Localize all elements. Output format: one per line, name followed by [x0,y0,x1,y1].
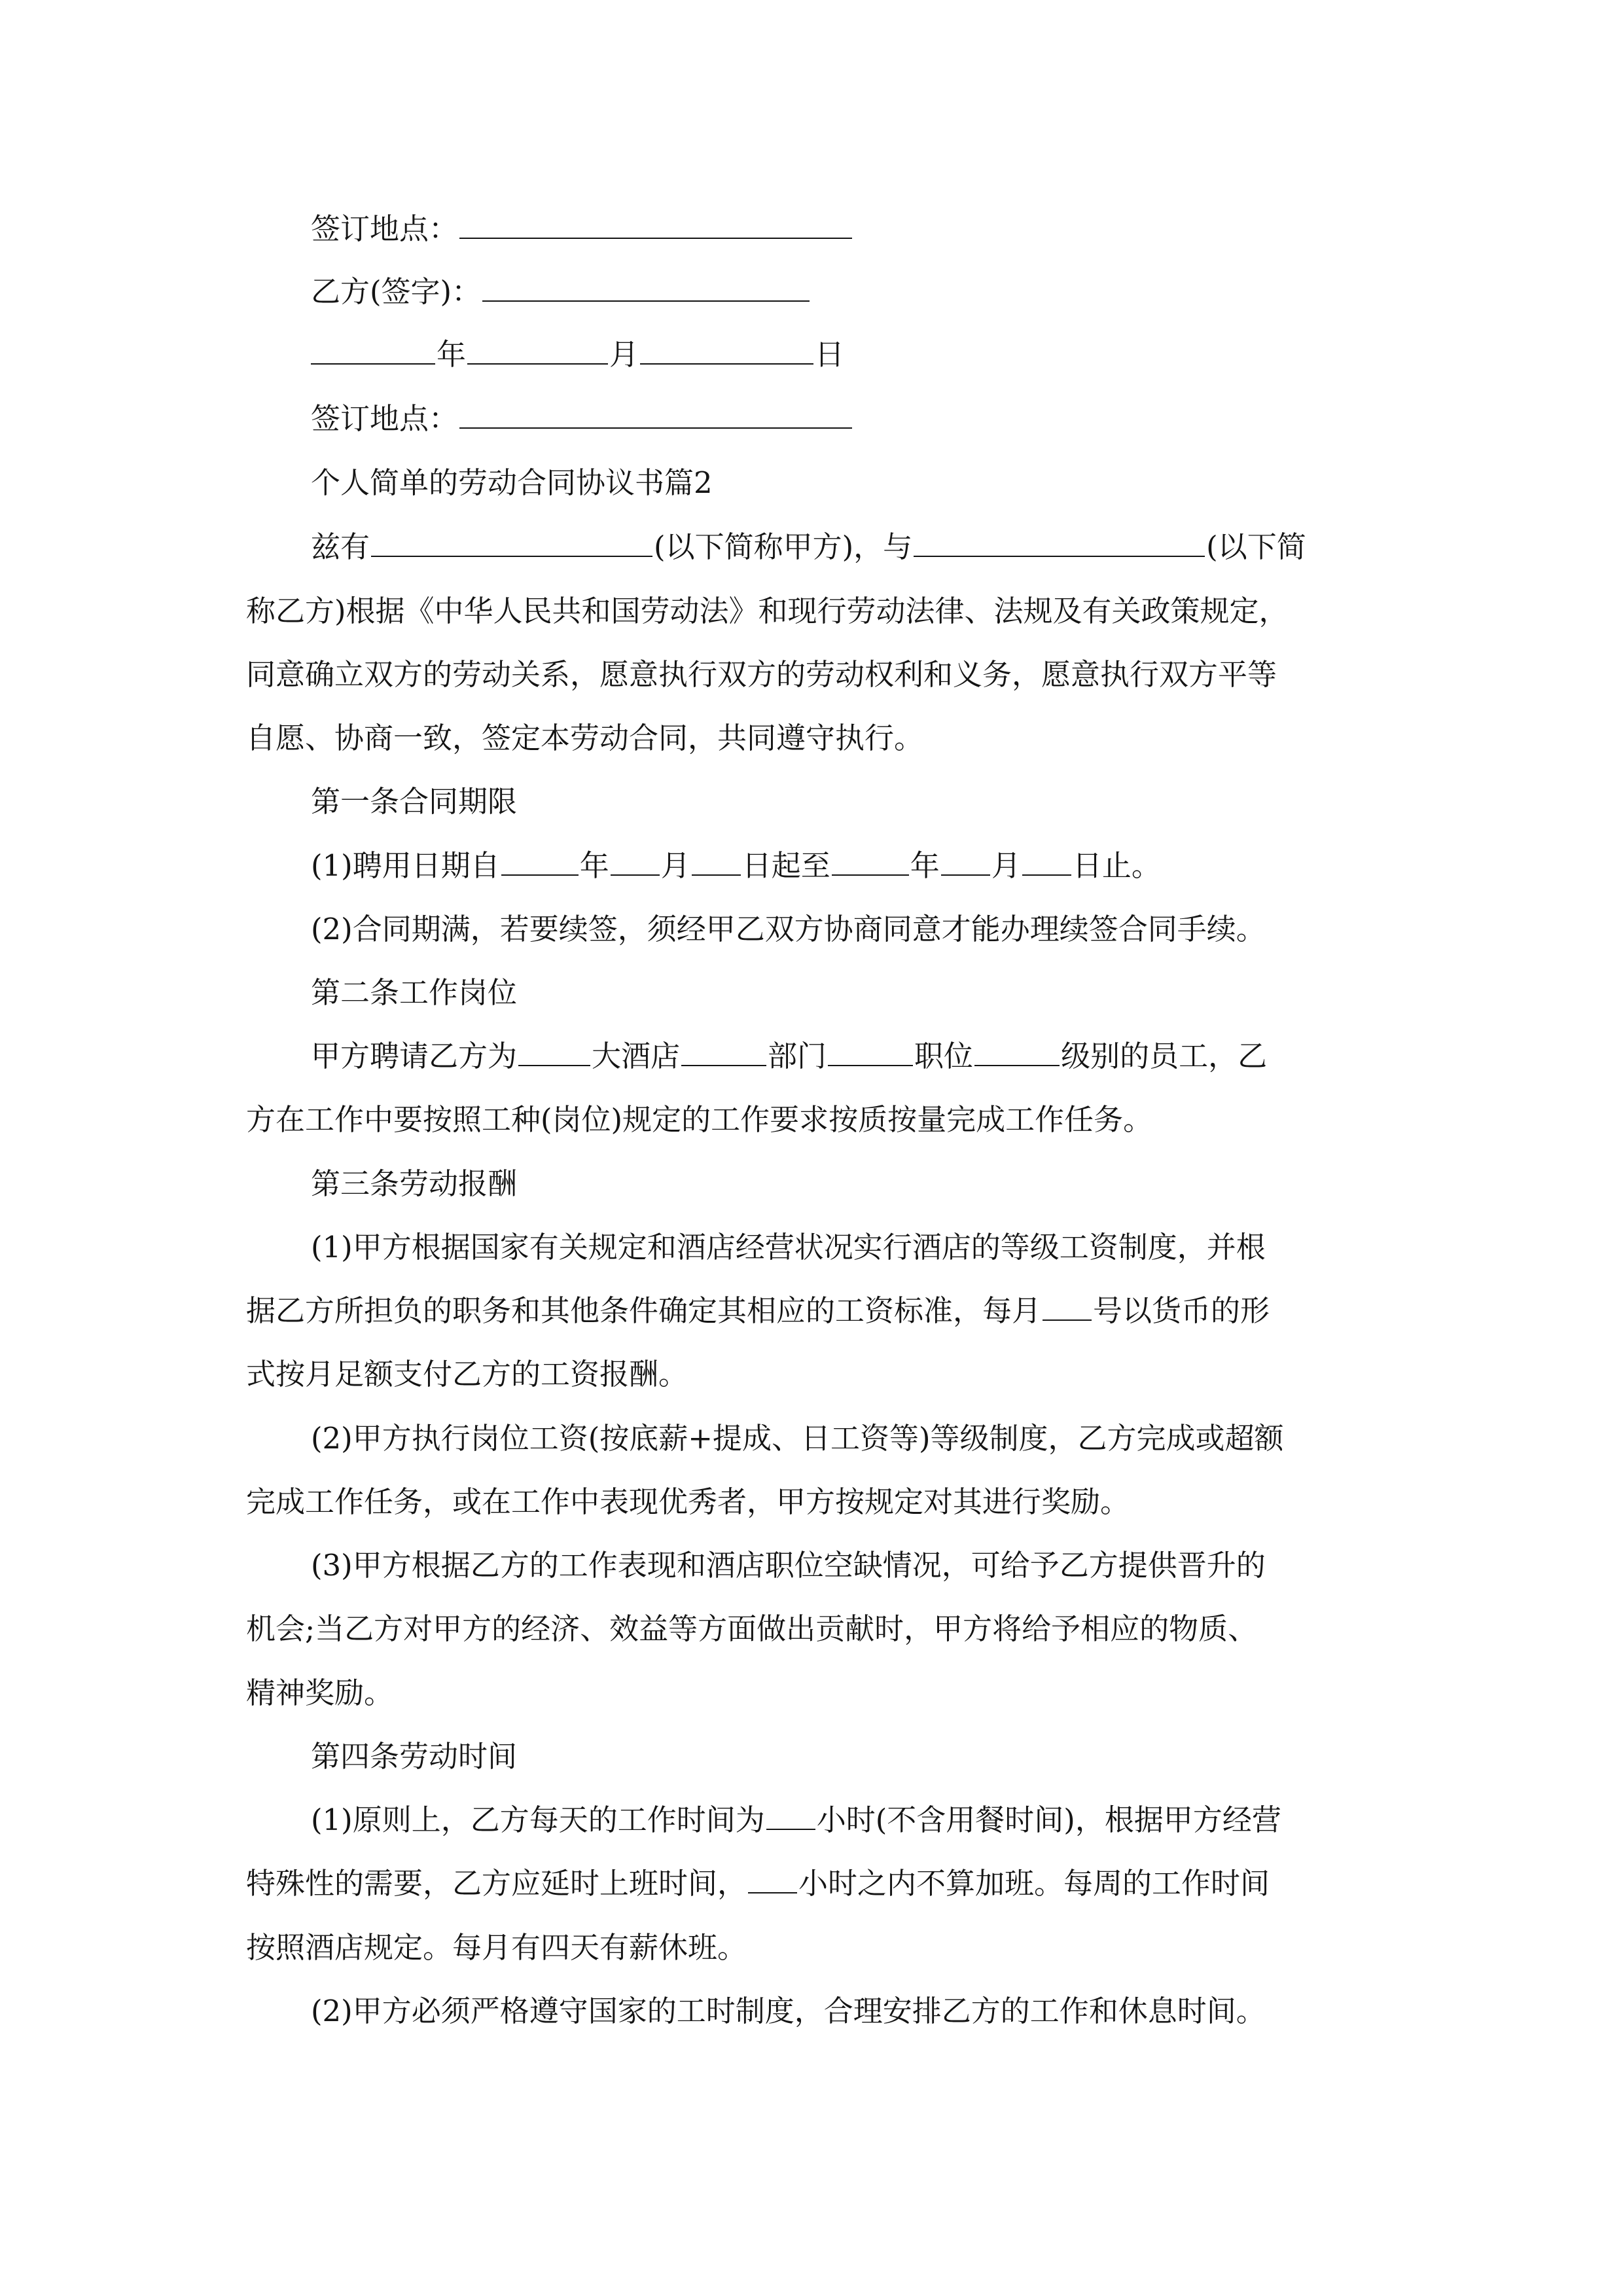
blank [1022,848,1071,876]
text-span: 小时之内不算加班。每周的工作时间 [798,1866,1270,1901]
blank [692,848,741,876]
signing-place-label: 签订地点： [311,401,459,436]
text-span: 大酒店 [592,1039,681,1073]
signing-date-line [311,335,844,374]
blank [501,848,579,876]
article-3-title: 第三条劳动报酬 [311,1166,518,1201]
blank [518,1039,590,1066]
text-span: 职位 [914,1039,974,1073]
blank [974,1039,1060,1066]
text-span: 兹有 [311,529,370,564]
article-2-line-2: 方在工作中要按照工种(岗位)规定的工作要求按质按量完成工作任务。 [246,1102,1153,1137]
article-4-title: 第四条劳动时间 [311,1739,518,1774]
hours-blank [766,1803,815,1830]
article-3-item-3-line-1: (3)甲方根据乙方的工作表现和酒店职位空缺情况，可给予乙方提供晋升的 [311,1548,1266,1583]
blank [941,848,990,876]
text-span: (1)聘用日期自 [311,848,500,883]
text-span: 特殊性的需要，乙方应延时上班时间， [246,1866,747,1901]
text-span: 据乙方所担负的职务和其他条件确定其相应的工资标准，每月 [246,1293,1042,1328]
signing-place-label: 签订地点： [311,211,459,246]
overtime-hours-blank [748,1866,797,1893]
text-span: 日起至 [741,848,830,883]
party-b-signature-label: 乙方(签字)： [311,274,482,309]
article-1-item-2: (2)合同期满，若要续签，须经甲乙双方协商同意才能办理续签合同手续。 [311,912,1266,946]
text-span: 号以货币的形 [1093,1293,1270,1328]
article-4-item-1-line-2 [246,1864,1270,1903]
signing-place-line-2 [311,399,853,439]
preamble-line-1 [311,528,1306,567]
text-span: 日止。 [1072,848,1161,883]
blank [681,1039,766,1066]
article-2-title: 第二条工作岗位 [311,975,518,1010]
article-2-line-1 [311,1037,1267,1076]
article-3-item-1-line-2 [246,1291,1270,1331]
article-3-item-2-line-2: 完成工作任务，或在工作中表现优秀者，甲方按规定对其进行奖励。 [246,1484,1130,1519]
preamble-line-3: 同意确立双方的劳动关系，愿意执行双方的劳动权利和义务，愿意执行双方平等 [246,657,1277,692]
text-span: 月 [991,848,1021,883]
text-span: 月 [660,848,690,883]
party-b-blank [914,529,1205,557]
article-4-item-2-line-1: (2)甲方必须严格遵守国家的工时制度，合理安排乙方的工作和休息时间。 [311,1994,1266,2028]
article-3-item-3-line-3: 精神奖励。 [246,1676,394,1710]
day-label: 日 [815,337,845,372]
signing-place-blank [459,211,852,239]
article-3-item-1-line-3: 式按月足额支付乙方的工资报酬。 [246,1357,688,1391]
signing-place-line-1 [311,209,853,249]
pay-day-blank [1043,1293,1092,1321]
blank [828,1039,913,1066]
text-span: 级别的员工，乙 [1061,1039,1268,1073]
text-span: 年 [910,848,940,883]
text-span: 年 [579,848,609,883]
article-3-item-1-line-1: (1)甲方根据国家有关规定和酒店经营状况实行酒店的等级工资制度，并根 [311,1230,1266,1265]
month-label: 月 [609,337,639,372]
year-blank [311,337,435,365]
party-b-signature-blank [482,274,810,302]
article-4-item-1-line-1 [311,1801,1281,1840]
article-4-item-1-line-3: 按照酒店规定。每月有四天有薪休班。 [246,1930,747,1965]
blank [611,848,660,876]
text-span: 部门 [768,1039,827,1073]
section-title: 个人简单的劳动合同协议书篇2 [311,465,713,500]
blank [832,848,909,876]
text-span: 小时(不含用餐时间)，根据甲方经营 [816,1803,1281,1837]
preamble-line-2: 称乙方)根据《中华人民共和国劳动法》和现行劳动法律、法规及有关政策规定， [246,594,1289,628]
year-label: 年 [437,337,467,372]
month-blank [467,337,608,365]
text-span: (以下简 [1206,529,1306,564]
text-span: 甲方聘请乙方为 [311,1039,518,1073]
party-a-blank [371,529,652,557]
article-1-title: 第一条合同期限 [311,784,518,819]
article-3-item-2-line-1: (2)甲方执行岗位工资(按底薪+提成、日工资等)等级制度，乙方完成或超额 [311,1421,1284,1456]
party-b-signature-line [311,272,811,312]
article-3-item-3-line-2: 机会;当乙方对甲方的经济、效益等方面做出贡献时，甲方将给予相应的物质、 [246,1611,1258,1646]
article-1-item-1 [311,846,1161,886]
preamble-line-4: 自愿、协商一致，签定本劳动合同，共同遵守执行。 [246,721,924,755]
day-blank [640,337,813,365]
signing-place-blank [459,401,852,429]
text-span: (以下简称甲方)，与 [654,529,913,564]
text-span: (1)原则上，乙方每天的工作时间为 [311,1803,765,1837]
